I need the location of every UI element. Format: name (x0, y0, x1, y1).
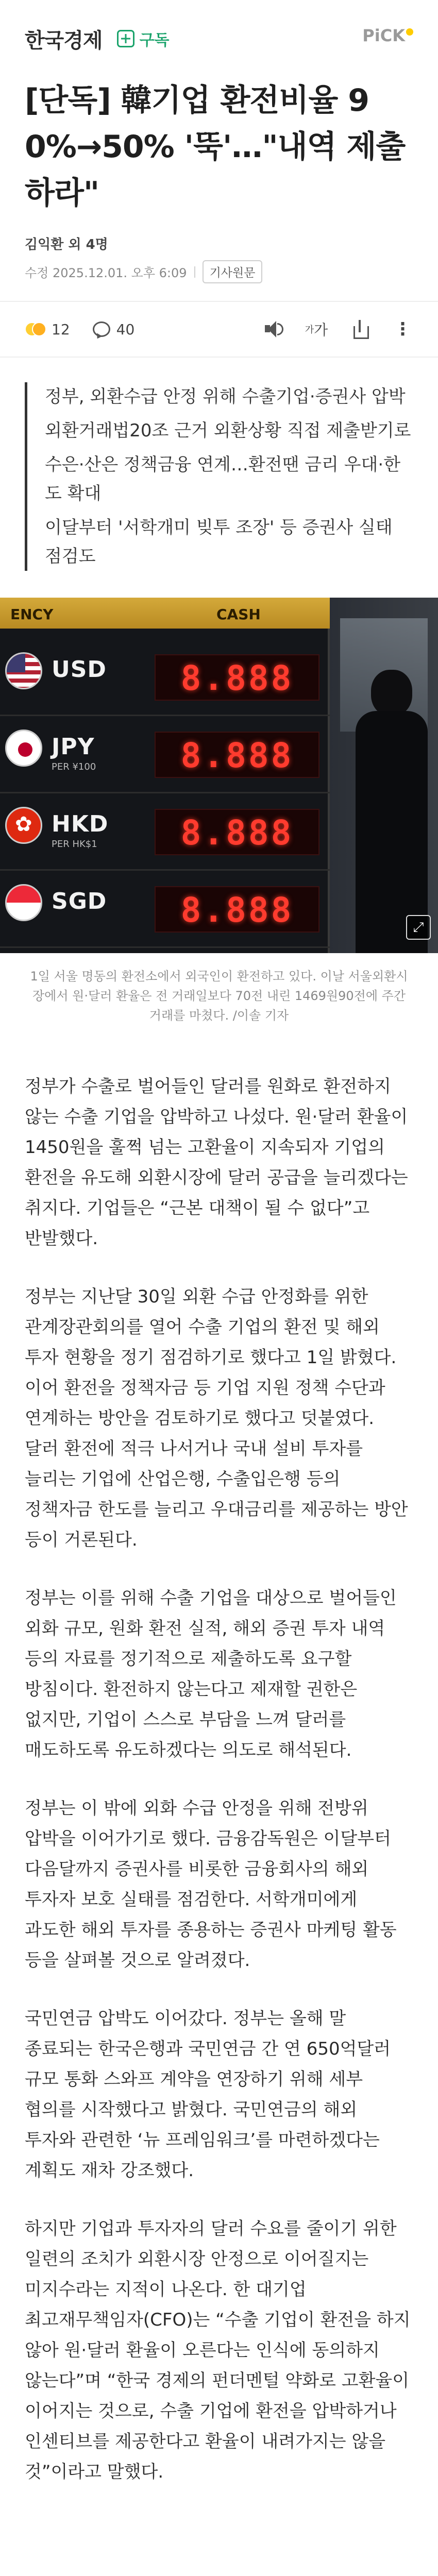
us-flag-icon (5, 652, 42, 689)
currency-unit: PER HK$1 (52, 839, 97, 850)
speaker-icon[interactable] (263, 319, 283, 340)
summary-line: 이달부터 '서학개미 빚투 조장' 등 증권사 실태 점검도 (45, 517, 393, 567)
subscribe-label: 구독 (139, 31, 170, 49)
font-size-label: 가 (314, 321, 328, 338)
plus-icon (117, 30, 134, 47)
rate-display: 8.888 (155, 654, 319, 701)
share-icon[interactable] (349, 319, 370, 340)
hongkong-flag-icon (5, 807, 42, 844)
expand-photo-icon[interactable]: ⤢ (406, 915, 431, 940)
comment-icon (93, 321, 110, 337)
summary-line: 수은·산은 정책금융 연계…환전땐 금리 우대·한도 확대 (45, 454, 401, 504)
summary-line: 정부, 외환수급 안정 위해 수출기업·증권사 압박 (45, 386, 406, 407)
currency-code: JPY (52, 734, 95, 760)
board-header (0, 598, 330, 629)
article-summary (25, 382, 413, 571)
rate-display: 8.888 (155, 809, 319, 855)
reaction-emoji-icon (25, 320, 45, 338)
board-header-right: CASH (216, 606, 261, 623)
photo-person (356, 670, 423, 953)
rate-row (0, 793, 330, 871)
article-title: [단독] 韓기업 환전비율 90%→50% '뚝'…"내역 제출하라" (25, 82, 406, 211)
original-article-button[interactable]: 기사원문 (203, 260, 263, 283)
rate-row (0, 716, 330, 793)
currency-code: USD (52, 656, 107, 683)
pick-label: PiCK (362, 26, 405, 45)
article-photo[interactable] (0, 598, 438, 953)
currency-unit: PER ¥100 (52, 761, 96, 772)
pick-dot-icon (406, 28, 413, 36)
subscribe-button[interactable] (117, 27, 170, 50)
brand-logo[interactable]: 한국경제 (25, 28, 103, 53)
body-paragraph: 하지만 기업과 투자자의 달러 수요를 줄이기 위한 일련의 조치가 외환시장 안정으로 이어질지는 미지수라는 지적이 나온다. 한 대기업 최고재무책임자(CFO)는 “수출 기업이 환전을 하지 않아 원·달러 환율이 오른다는 인식에 동의하지 않는다”며 “한국 경제의 펀더멘털 약화로 고환율이 이어지는 것으로, 수출 기업에 환전을 압박하거나 인센티브를 제공한다고 환율이 내려가지는 않을 것”이라고 말했다. (25, 2218, 411, 2482)
rate-row (0, 639, 330, 716)
comment-count: 40 (116, 320, 135, 338)
article-date: 수정 2025.12.01. 오후 6:09 (25, 266, 187, 280)
rate-display: 8.888 (155, 886, 319, 933)
body-paragraph: 국민연금 압박도 이어갔다. 정부는 올해 말 종료되는 한국은행과 국민연금 간 연 650억달러 규모 통화 스와프 계약을 연장하기 위해 세부 협의를 시작했다고 밝혔다. 국민연금의 해외 투자와 관련한 ‘뉴 프레임워크’를 마련하겠다는 계획도 재차 강조했다. (25, 2008, 391, 2181)
rate-display: 8.888 (155, 732, 319, 778)
exchange-rate-board (0, 598, 330, 953)
reaction-count: 12 (52, 320, 70, 338)
font-size-button[interactable]: 가 가 (306, 319, 327, 340)
top-header (0, 0, 438, 77)
body-paragraph: 정부는 지난달 30일 외환 수급 안정화를 위한 관계장관회의를 열어 수출 기업의 환전 및 해외 투자 현황을 정기 점검하기로 했다고 1일 밝혔다. 이어 환전을 정책자금 등 기업 지원 정책 수단과 연계하는 방안을 검토하기로 했다고 덧붙였다. 달러 환전에 적극 나서거나 국내 설비 투자를 늘리는 기업에 산업은행, 수출입은행 등의 정책자금 한도를 늘리고 우대금리를 제공하는 방안 등이 거론된다. (25, 1286, 408, 1550)
currency-code: SGD (52, 888, 107, 914)
article-tools (263, 319, 413, 340)
article-meta (0, 253, 438, 283)
author-name[interactable]: 김익환 외 4명 (25, 237, 108, 252)
singapore-flag-icon (5, 884, 42, 921)
article-body (0, 1025, 438, 2536)
japan-flag-icon (5, 730, 42, 767)
photo-caption: 1일 서울 명동의 환전소에서 외국인이 환전하고 있다. 이날 서울외환시장에서 원·달러 환율은 전 거래일보다 70전 내린 1469원90전에 주간거래를 마쳤다. /이솔 기자 (30, 969, 408, 1023)
body-paragraph: 정부가 수출로 벌어들인 달러를 원화로 환전하지 않는 수출 기업을 압박하고 나섰다. 원·달러 환율이 1450원을 훌쩍 넘는 고환율이 지속되자 기업의 환전을 유도해 외환시장에 달러 공급을 늘리겠다는 취지다. 기업들은 “근본 대책이 될 수 없다”고 반발했다. (25, 1076, 408, 1249)
body-paragraph: 정부는 이 밖에 외화 수급 안정을 위해 전방위 압박을 이어가기로 했다. 금융감독원은 이달부터 다음달까지 증권사를 비롯한 금융회사의 해외 투자자 보호 실태를 점검한다. 서학개미에게 과도한 해외 투자를 종용하는 증권사 마케팅 활동 등을 살펴볼 것으로 알려졌다. (25, 1798, 397, 1971)
meta-divider (194, 266, 195, 278)
comment-button[interactable] (93, 321, 135, 338)
body-paragraph: 정부는 이를 위해 수출 기업을 대상으로 벌어들인 외화 규모, 원화 환전 실적, 해외 증권 투자 내역 등의 자료를 정기적으로 제출하도록 요구할 방침이다. 환전하지 않는다고 제재할 권한은 없지만, 기업이 스스로 부담을 느껴 달러를 매도하도록 유도하겠다는 의도로 해석된다. (25, 1588, 397, 1760)
currency-code: HKD (52, 811, 109, 837)
action-bar (0, 301, 438, 358)
summary-line: 외환거래법20조 근거 외환상황 직접 제출받기로 (45, 420, 411, 441)
board-header-left: ENCY (10, 606, 54, 623)
pick-badge (362, 26, 413, 45)
rate-row (0, 871, 330, 948)
reaction-button[interactable] (25, 320, 70, 338)
more-options-icon[interactable]: ⋮ (394, 319, 412, 340)
